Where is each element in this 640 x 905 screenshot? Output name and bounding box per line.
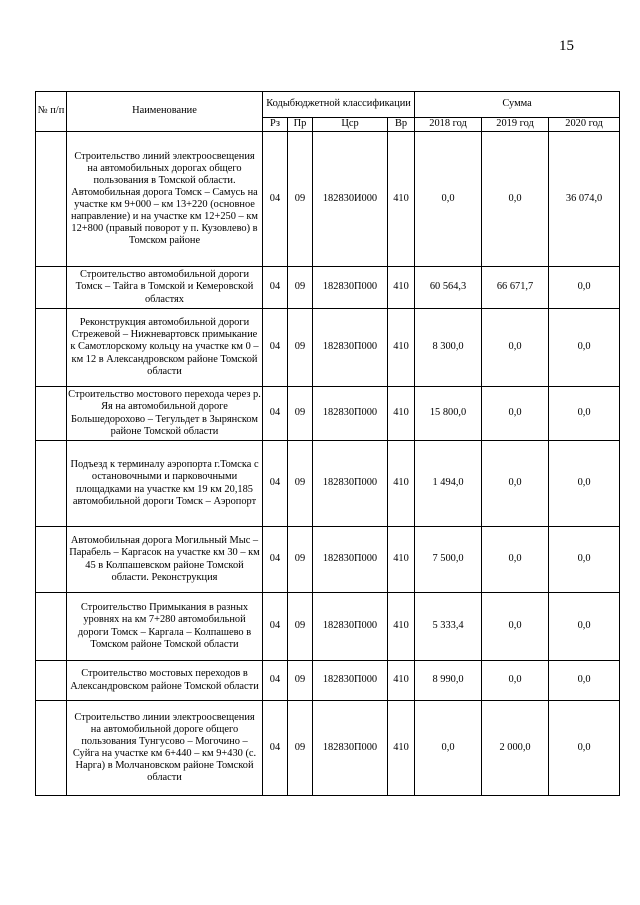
table-row: [36, 387, 620, 441]
col-header-vr: Вр: [388, 118, 415, 132]
cell-pr: 09: [288, 527, 313, 593]
cell-no: [36, 267, 67, 309]
cell-rz: 04: [263, 387, 288, 441]
table-row: [36, 527, 620, 593]
cell-pr: 09: [288, 593, 313, 661]
cell-no: [36, 132, 67, 267]
cell-rz: 04: [263, 309, 288, 387]
col-header-2019: 2019 год: [482, 118, 549, 132]
col-header-sum: Сумма: [415, 92, 620, 118]
cell-y2020: 0,0: [549, 661, 620, 701]
col-header-2020: 2020 год: [549, 118, 620, 132]
cell-y2019: 0,0: [482, 527, 549, 593]
cell-name: Строительство линии электроосвещения на автомобильной дороге общего пользования Тунгусово – Могочино – Суйга на участке км 6+440 – км 9+430 (с. Нарга) в Молчановском районе Томской области: [67, 701, 263, 796]
cell-y2018: 5 333,4: [415, 593, 482, 661]
cell-y2018: 8 300,0: [415, 309, 482, 387]
cell-no: [36, 661, 67, 701]
cell-name: Строительство линий электроосвещения на автомобильных дорогах общего пользования в Томской области. Автомобильная дорога Томск – Самусь на участке км 9+000 – км 13+220 (основное направление) и на участке км 12+250 – км 12+800 (правый поворот у п. Кузовлево) в Томском районе: [67, 132, 263, 267]
col-header-2018: 2018 год: [415, 118, 482, 132]
cell-y2020: 0,0: [549, 309, 620, 387]
cell-csr: 182830П000: [313, 309, 388, 387]
cell-rz: 04: [263, 267, 288, 309]
cell-rz: 04: [263, 132, 288, 267]
cell-csr: 182830П000: [313, 387, 388, 441]
cell-vr: 410: [388, 267, 415, 309]
cell-y2018: 1 494,0: [415, 441, 482, 527]
cell-y2019: 0,0: [482, 661, 549, 701]
cell-csr: 182830П000: [313, 701, 388, 796]
cell-rz: 04: [263, 527, 288, 593]
cell-pr: 09: [288, 309, 313, 387]
cell-pr: 09: [288, 441, 313, 527]
cell-y2019: 0,0: [482, 132, 549, 267]
cell-pr: 09: [288, 132, 313, 267]
cell-name: Подъезд к терминалу аэропорта г.Томска с остановочными и парковочными площадками на участке км 19 км 20,185 автомобильной дороги Томск – Аэропорт: [67, 441, 263, 527]
cell-pr: 09: [288, 701, 313, 796]
cell-y2018: 7 500,0: [415, 527, 482, 593]
cell-vr: 410: [388, 661, 415, 701]
cell-y2019: 66 671,7: [482, 267, 549, 309]
cell-vr: 410: [388, 701, 415, 796]
cell-y2019: 0,0: [482, 441, 549, 527]
cell-name: Автомобильная дорога Могильный Мыс – Парабель – Каргасок на участке км 30 – км 45 в Колпашевском районе Томской области. Реконструкция: [67, 527, 263, 593]
cell-rz: 04: [263, 701, 288, 796]
cell-name: Строительство мостового перехода через р. Яя на автомобильной дороге Большедорохово – Тегульдет в Зырянском районе Томской области: [67, 387, 263, 441]
col-header-no: № п/п: [36, 92, 67, 132]
cell-y2018: 0,0: [415, 132, 482, 267]
cell-y2018: 60 564,3: [415, 267, 482, 309]
cell-no: [36, 441, 67, 527]
cell-y2019: 2 000,0: [482, 701, 549, 796]
table-row: [36, 132, 620, 267]
cell-vr: 410: [388, 387, 415, 441]
cell-pr: 09: [288, 267, 313, 309]
cell-name: Строительство мостовых переходов в Александровском районе Томской области: [67, 661, 263, 701]
cell-vr: 410: [388, 309, 415, 387]
cell-y2020: 0,0: [549, 387, 620, 441]
table-row: [36, 309, 620, 387]
cell-pr: 09: [288, 387, 313, 441]
cell-y2020: 0,0: [549, 701, 620, 796]
col-header-name: Наименование: [67, 92, 263, 132]
cell-csr: 182830П000: [313, 267, 388, 309]
cell-y2018: 0,0: [415, 701, 482, 796]
page-number: 15: [559, 38, 574, 54]
header-row-top: [36, 92, 620, 118]
cell-no: [36, 593, 67, 661]
cell-csr: 182830П000: [313, 661, 388, 701]
cell-no: [36, 309, 67, 387]
cell-csr: 182830П000: [313, 441, 388, 527]
table-row: [36, 661, 620, 701]
cell-rz: 04: [263, 661, 288, 701]
table-row: [36, 441, 620, 527]
cell-rz: 04: [263, 593, 288, 661]
cell-y2019: 0,0: [482, 309, 549, 387]
table-row: [36, 593, 620, 661]
cell-no: [36, 527, 67, 593]
col-header-csr: Цср: [313, 118, 388, 132]
cell-y2020: 0,0: [549, 441, 620, 527]
col-header-codes: Кодыбюджетной классификации: [263, 92, 415, 118]
cell-csr: 182830И000: [313, 132, 388, 267]
cell-name: Реконструкция автомобильной дороги Стрежевой – Нижневартовск примыкание к Самотлорскому кольцу на участке км 0 – км 12 в Александровском районе Томской области: [67, 309, 263, 387]
cell-no: [36, 387, 67, 441]
cell-rz: 04: [263, 441, 288, 527]
cell-y2020: 36 074,0: [549, 132, 620, 267]
cell-pr: 09: [288, 661, 313, 701]
cell-name: Строительство автомобильной дороги Томск – Тайга в Томской и Кемеровской областях: [67, 267, 263, 309]
cell-y2018: 8 990,0: [415, 661, 482, 701]
cell-vr: 410: [388, 593, 415, 661]
table-row: [36, 701, 620, 796]
cell-y2020: 0,0: [549, 593, 620, 661]
cell-y2018: 15 800,0: [415, 387, 482, 441]
cell-name: Строительство Примыкания в разных уровнях на км 7+280 автомобильной дороги Томск – Каргала – Колпашево в Томском районе Томской области: [67, 593, 263, 661]
cell-y2019: 0,0: [482, 387, 549, 441]
cell-y2019: 0,0: [482, 593, 549, 661]
cell-vr: 410: [388, 132, 415, 267]
budget-table: [35, 91, 620, 796]
cell-vr: 410: [388, 441, 415, 527]
col-header-rz: Рз: [263, 118, 288, 132]
cell-y2020: 0,0: [549, 527, 620, 593]
col-header-pr: Пр: [288, 118, 313, 132]
table-row: [36, 267, 620, 309]
cell-y2020: 0,0: [549, 267, 620, 309]
cell-vr: 410: [388, 527, 415, 593]
cell-csr: 182830П000: [313, 593, 388, 661]
cell-csr: 182830П000: [313, 527, 388, 593]
cell-no: [36, 701, 67, 796]
